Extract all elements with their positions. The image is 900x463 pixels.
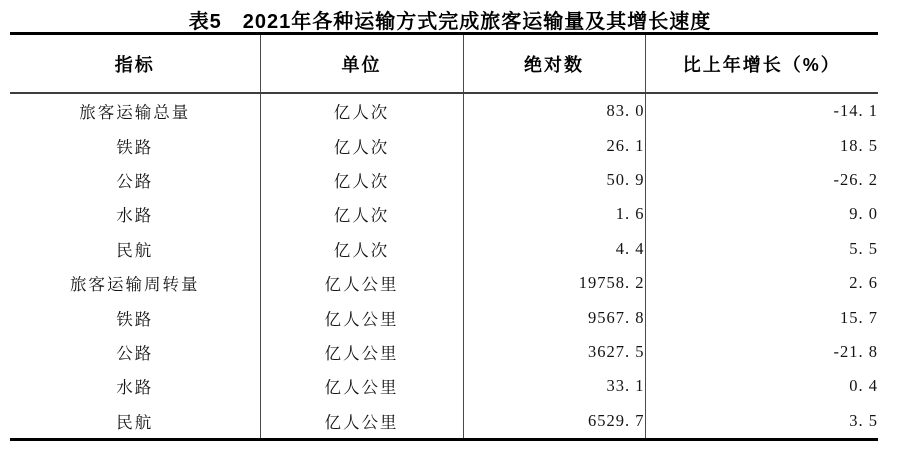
cell-indicator: 民航	[10, 232, 260, 266]
cell-indicator: 公路	[10, 163, 260, 197]
cell-absolute-value: 26. 1	[463, 128, 645, 162]
cell-growth-value: 5. 5	[849, 238, 878, 258]
cell-unit: 亿人次	[260, 93, 463, 128]
cell-indicator: 铁路	[10, 300, 260, 334]
cell-absolute-value: 33. 1	[463, 369, 645, 403]
col-header-absolute: 绝对数	[463, 34, 645, 94]
table-row	[10, 128, 878, 162]
cell-unit: 亿人公里	[260, 266, 463, 300]
table-header-row	[10, 34, 878, 94]
cell-unit: 亿人公里	[260, 300, 463, 334]
cell-indicator: 水路	[10, 197, 260, 231]
table-row	[10, 335, 878, 369]
cell-growth-value: 0. 4	[849, 376, 878, 396]
cell-absolute-value: 1. 6	[463, 197, 645, 231]
cell-absolute-value: 50. 9	[463, 163, 645, 197]
table-title: 表5 2021年各种运输方式完成旅客运输量及其增长速度	[188, 11, 712, 33]
table-row	[10, 197, 878, 231]
col-header-indicator: 指标	[10, 34, 260, 94]
cell-absolute-value: 83. 0	[463, 93, 645, 128]
cell-unit: 亿人公里	[260, 369, 463, 403]
cell-growth-value: -21. 8	[833, 341, 878, 361]
col-header-growth: 比上年增长（%）	[645, 34, 878, 94]
cell-unit: 亿人次	[260, 163, 463, 197]
cell-indicator: 旅客运输周转量	[10, 266, 260, 300]
cell-indicator: 民航	[10, 404, 260, 440]
table-row	[10, 404, 878, 440]
cell-absolute-value: 3627. 5	[463, 335, 645, 369]
passenger-transport-table	[10, 32, 878, 441]
cell-indicator: 水路	[10, 369, 260, 403]
table-row	[10, 93, 878, 128]
cell-unit: 亿人次	[260, 128, 463, 162]
cell-absolute-value: 4. 4	[463, 232, 645, 266]
cell-absolute-value: 6529. 7	[463, 404, 645, 440]
cell-growth-value: 2. 6	[849, 273, 878, 293]
table-row	[10, 266, 878, 300]
table-row	[10, 300, 878, 334]
cell-indicator: 公路	[10, 335, 260, 369]
cell-growth-value: -14. 1	[833, 101, 878, 121]
cell-unit: 亿人次	[260, 197, 463, 231]
table-row	[10, 232, 878, 266]
cell-absolute-value: 9567. 8	[463, 300, 645, 334]
cell-unit: 亿人次	[260, 232, 463, 266]
cell-indicator: 铁路	[10, 128, 260, 162]
cell-growth-value: 18. 5	[840, 135, 878, 155]
cell-growth-value: -26. 2	[833, 169, 878, 189]
cell-growth-value: 9. 0	[849, 204, 878, 224]
cell-unit: 亿人公里	[260, 335, 463, 369]
table-row	[10, 369, 878, 403]
cell-growth-value: 3. 5	[849, 410, 878, 430]
cell-indicator: 旅客运输总量	[10, 93, 260, 128]
table-row	[10, 163, 878, 197]
cell-growth-value: 15. 7	[840, 307, 878, 327]
cell-unit: 亿人公里	[260, 404, 463, 440]
table-body	[10, 93, 878, 439]
col-header-unit: 单位	[260, 34, 463, 94]
cell-absolute-value: 19758. 2	[463, 266, 645, 300]
